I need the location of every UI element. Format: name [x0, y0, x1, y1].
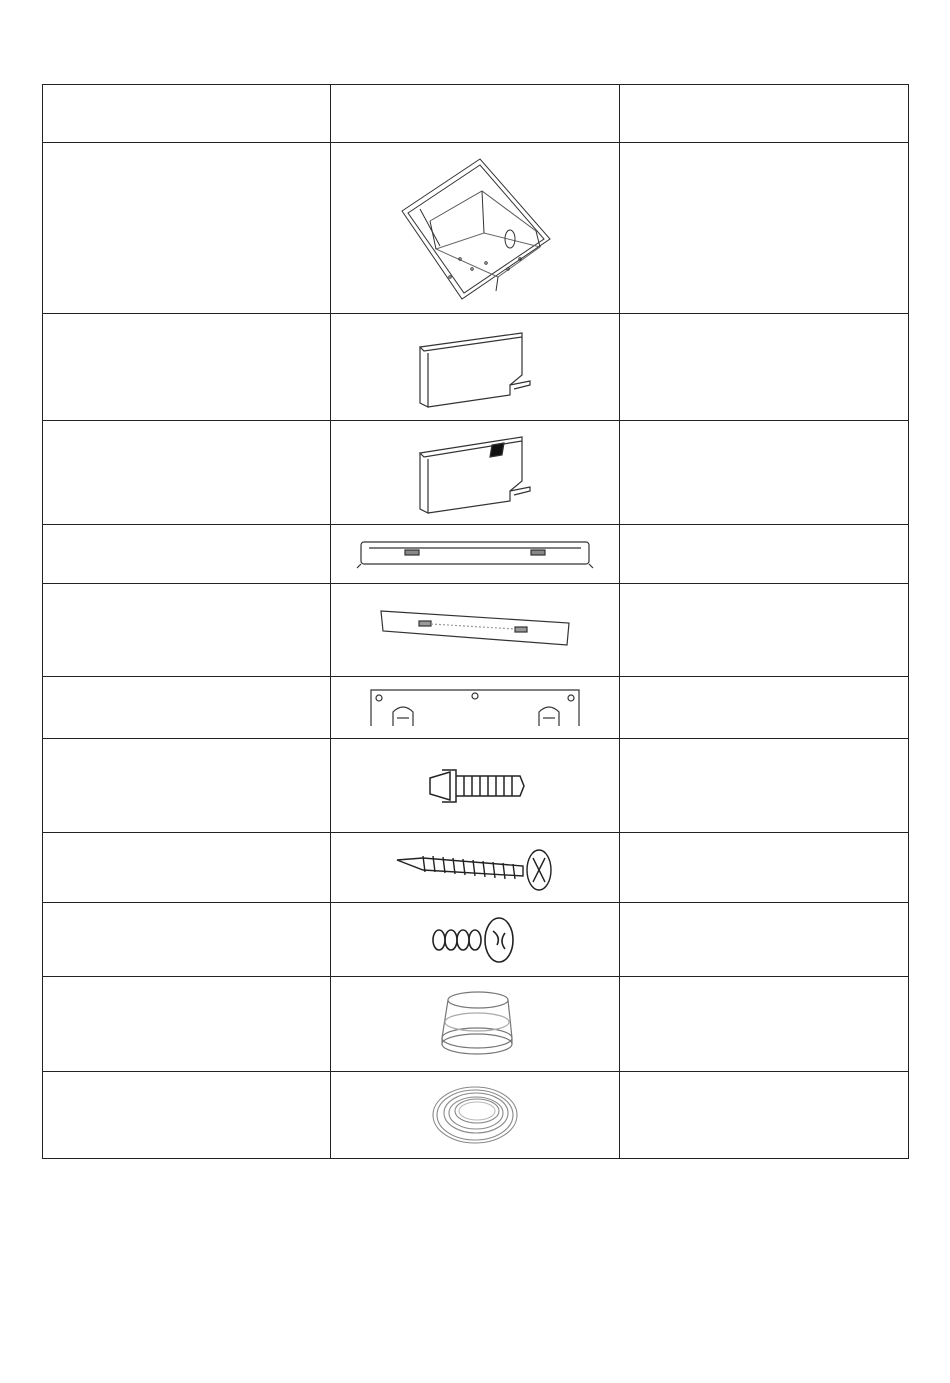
header-row — [43, 85, 909, 143]
part-qty-cell — [619, 421, 908, 525]
wall-plug-icon — [420, 766, 530, 806]
part-name-cell — [43, 143, 331, 314]
short-screw-icon — [427, 915, 523, 965]
flange-ring-icon — [428, 1083, 522, 1147]
part-name-cell — [43, 833, 331, 903]
header-cell-name — [43, 85, 331, 143]
table-row — [43, 421, 909, 525]
table-row — [43, 525, 909, 584]
table-row — [43, 584, 909, 677]
part-qty-cell — [619, 525, 908, 584]
part-picture-cell — [331, 903, 619, 977]
table-row — [43, 977, 909, 1072]
part-picture-cell — [331, 833, 619, 903]
part-qty-cell — [619, 314, 908, 421]
lower-chimney-cover-icon — [410, 431, 540, 515]
part-name-cell — [43, 677, 331, 739]
part-name-cell — [43, 584, 331, 677]
table-row — [43, 903, 909, 977]
part-picture-cell — [331, 584, 619, 677]
header-cell-picture — [331, 85, 619, 143]
part-qty-cell — [619, 739, 908, 833]
table-row — [43, 1072, 909, 1159]
upper-chimney-cover-icon — [410, 325, 540, 409]
part-name-cell — [43, 314, 331, 421]
part-qty-cell — [619, 677, 908, 739]
chimney-bracket-icon — [375, 605, 575, 655]
part-qty-cell — [619, 903, 908, 977]
part-picture-cell — [331, 677, 619, 739]
part-qty-cell — [619, 584, 908, 677]
part-picture-cell — [331, 525, 619, 584]
part-qty-cell — [619, 977, 908, 1072]
header-cell-qty — [619, 85, 908, 143]
long-screw-icon — [393, 844, 557, 892]
hood-body-icon — [390, 151, 560, 306]
part-name-cell — [43, 903, 331, 977]
part-picture-cell — [331, 977, 619, 1072]
part-qty-cell — [619, 143, 908, 314]
part-picture-cell — [331, 421, 619, 525]
parts-table — [42, 84, 909, 1159]
long-bracket-icon — [355, 538, 595, 570]
part-name-cell — [43, 421, 331, 525]
part-qty-cell — [619, 833, 908, 903]
table-row — [43, 833, 909, 903]
part-name-cell — [43, 977, 331, 1072]
part-qty-cell — [619, 1072, 908, 1159]
part-name-cell — [43, 1072, 331, 1159]
table-row — [43, 677, 909, 739]
table-row — [43, 739, 909, 833]
wall-bracket-icon — [367, 686, 583, 730]
table-row — [43, 143, 909, 314]
duct-adapter-icon — [430, 986, 520, 1062]
table-row — [43, 314, 909, 421]
part-picture-cell — [331, 314, 619, 421]
part-name-cell — [43, 739, 331, 833]
part-name-cell — [43, 525, 331, 584]
part-picture-cell — [331, 1072, 619, 1159]
part-picture-cell — [331, 739, 619, 833]
part-picture-cell — [331, 143, 619, 314]
